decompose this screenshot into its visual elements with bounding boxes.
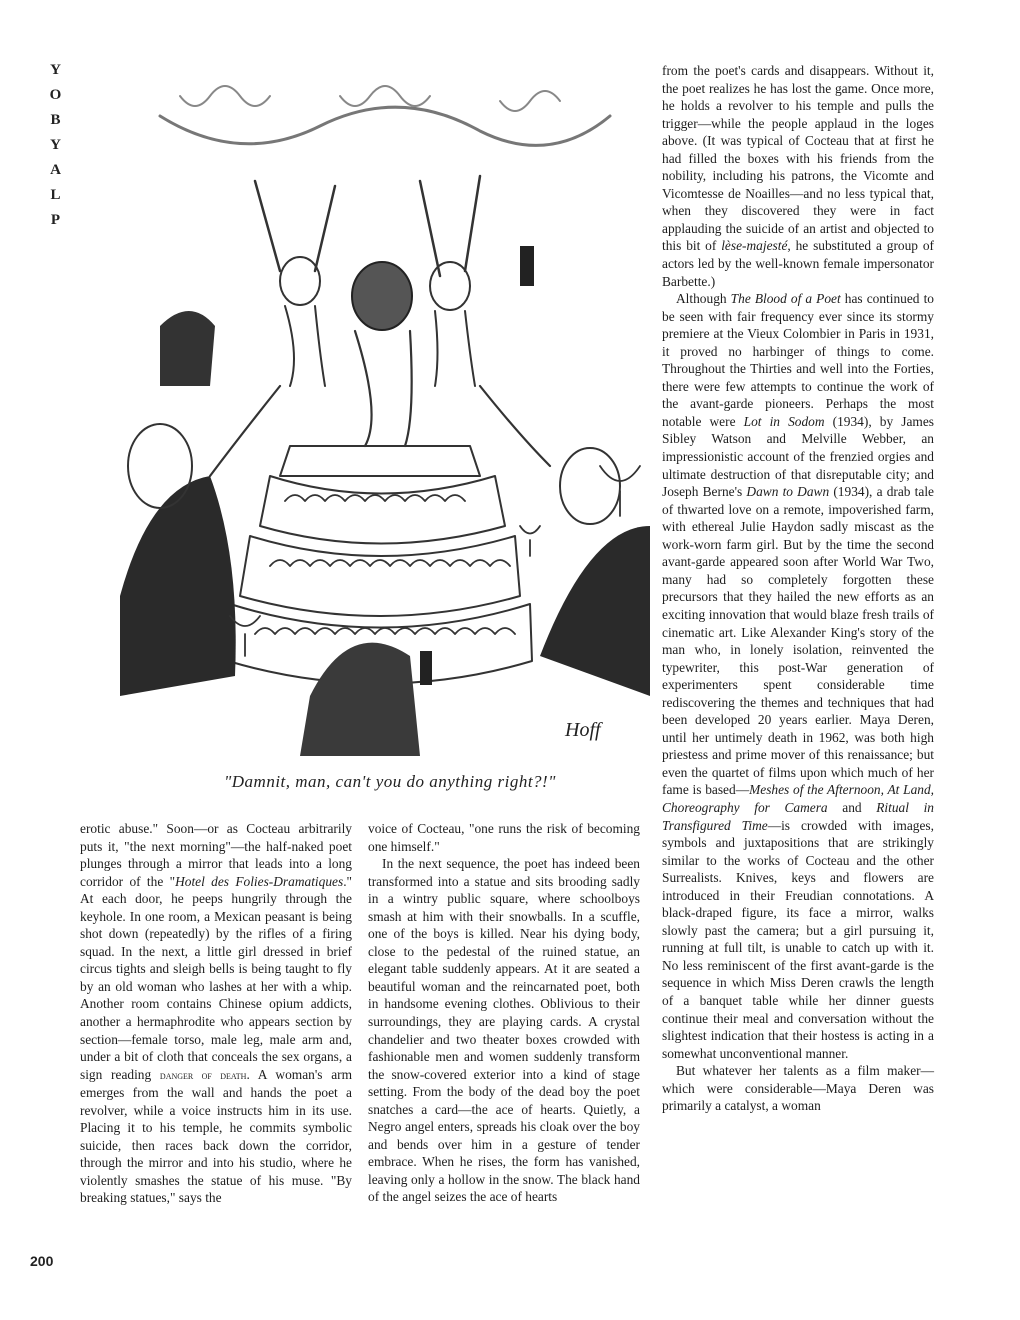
text-run: erotic abuse." Soon—or as Cocteau arbitrarily puts it, "the next morning"—the half-naked poet plunges through a mirror that leads into a long corridor of the "	[80, 821, 352, 889]
text-run: (1934), a drab tale of thwarted love on a remote, impoverished farm, with ethereal Julie Haydon sadly miscast as the work-worn farm girl. But by the time the second avant-garde appeared soon after World War Two, many had so completely forgotten these precursors that they hailed the new efforts as an exciting innovation that would blaze fresh trails of cinematic art. Like Alexander King's story of the man who, in lonely isolation, reinvented the typewriter, this post-War generation of experimenters spent considerable time rediscovering the themes and techniques that had been developed 20 years earlier. Maya Deren, until her untimely death in 1962, was both high priestess and prime mover of this renaissance; but even the quartet of films upon which much of her fame is based—	[662, 484, 934, 798]
text-column-1	[80, 820, 352, 1207]
cartoon-illustration	[120, 56, 650, 756]
cartoon-caption: "Damnit, man, can't you do anything right?!"	[224, 772, 556, 791]
italic-term: lèse-majesté	[721, 238, 788, 254]
masthead-letter: Y	[50, 137, 62, 153]
italic-title: Meshes of the Afternoon, At Land, Choreography for Camera	[662, 782, 934, 815]
text-column-3	[662, 62, 934, 1115]
artist-signature: Hoff	[565, 719, 601, 741]
masthead	[36, 58, 76, 233]
text-run: from the poet's cards and disappears. Without it, the poet realizes he has lost the game. Once more, he holds a revolver to his temple and pulls the trigger—while the people applaud in the loges above. (It was typical of Cocteau that at first he had filled the boxes with his friends from the nobility, including his patrons, the Vicomte and Vicomtesse de Noailles—and no less typical that, when they discovered they were in fact applauding the suicide of an artist and objected to this bit of	[662, 63, 934, 254]
masthead-letter: P	[50, 212, 62, 228]
masthead-letter: O	[49, 87, 63, 103]
masthead-letter: L	[50, 187, 62, 203]
text-run: and	[827, 799, 877, 815]
text-run: ." At each door, he peeps hungrily through the keyhole. In one room, a Mexican peasant is being shot down (repeatedly) by the rifles of a firing squad. In the next, a little girl dressed in brief circus tights and sleigh bells is being taught to fly by an old woman who lashes at her with a whip. Another room contains Chinese opium addicts, another a hermaphrodite who appears section by section—female torso, male leg, male arm and, under a bit of cloth that conceals the sex organs, a sign reading	[80, 873, 353, 1082]
text-run: . A woman's arm emerges from the wall and hands the poet a revolver, while a voice instructs him in its use. Placing it to his temple, he commits symbolic suicide, then races back down the corridor, through the mirror and into his studio, where he violently smashes the statue of his muse. "By breaking statues," says the	[80, 1066, 353, 1206]
text-run: has continued to be seen with fair frequency ever since its stormy premiere at the Vieux Colombier in Paris in 1931, it proved no harbinger of things to come. Throughout the Thirties and well into the Forties, there were few attempts to continue the work of the avant-garde pioneers. Perhaps the most notable were	[662, 291, 934, 429]
text-run: Although	[676, 291, 731, 307]
paragraph	[80, 820, 352, 1207]
italic-title: Dawn to Dawn	[746, 484, 830, 500]
masthead-letter: A	[50, 162, 62, 178]
text-run: —is crowded with images, symbols and juxtapositions that are strikingly similar to the works of Cocteau and the other Surrealists. Knives, keys and flowers are introduced in their Freudian connotations. A black-draped figure, its face a mirror, walks slowly past the camera; but a girl pursuing it, running at full tilt, is unable to catch up with it. No less reminiscent of the first avant-garde is the sequence in which Miss Deren crawls the length of a banquet table while her dinner guests continue their meal and conversation without the slightest indication that their hostess is acting in a somewhat unconventional manner.	[662, 817, 934, 1061]
italic-title: The Blood of a Poet	[730, 291, 841, 307]
italic-title: Ritual in Transfigured Time	[662, 799, 935, 833]
italic-title: Lot in Sodom	[743, 413, 825, 429]
small-caps-text: danger of death	[159, 1067, 247, 1082]
paragraph: In the next sequence, the poet has indeed been transformed into a statue and sits brooding sadly in a wintry public square, where schoolboys smash at him with their snowballs. In a scuffle, one of the boys is killed. Near his dying body, close to the pedestal of the ruined statue, an elegant table suddenly appears. At it are seated a beautiful woman and the reincarnated poet, both in handsome evening clothes. Oblivious to their surroundings, they are playing cards. A crystal chandelier and two theater boxes crowded with fashionable men and women suddenly transform the snow-covered exterior into a kind of stage setting. From the body of the dead boy the poet snatches a card—the ace of hearts. Quietly, a Negro angel enters, spreads his cloak over the boy and bends over him in a gesture of tender embrace. When he rises, the form has vanished, leaving only a hollow in the snow. The black hand of the angel seizes the ace of hearts	[368, 856, 640, 1205]
paragraph: But whatever her talents as a film maker—which were considerable—Maya Deren was primarily a catalyst, a woman	[662, 1063, 934, 1114]
masthead-letter: B	[50, 112, 62, 128]
text-column-2	[368, 820, 640, 1206]
text-run: (1934), by James Sibley Watson and Melville Webber, an impressionistic account of the frenzied orgies and ultimate destruction of that disreputable city; and Joseph Berne's	[662, 413, 934, 500]
text-run: , he substituted a group of actors led by the well-known female impersonator Barbette.)	[662, 238, 935, 289]
paragraph	[662, 62, 934, 290]
masthead-letter: Y	[50, 62, 62, 78]
italic-title: Hotel des Folies-Dramatiques	[175, 873, 344, 889]
paragraph: voice of Cocteau, "one runs the risk of becoming one himself."	[368, 821, 640, 854]
paragraph	[662, 290, 934, 1062]
page-number: 200	[30, 1253, 54, 1269]
